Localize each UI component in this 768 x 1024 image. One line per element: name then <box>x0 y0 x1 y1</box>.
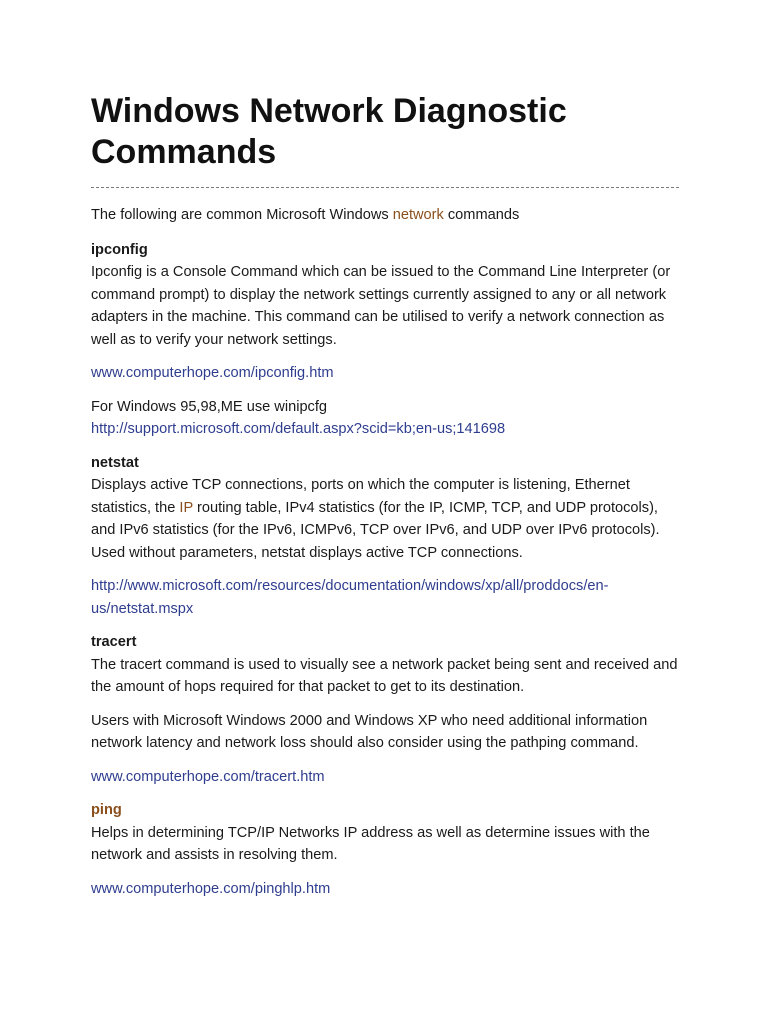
ipconfig-description: Ipconfig is a Console Command which can be issued to the Command Line Interpreter (or command prompt) to display the network settings currently assigned to any or all network adapters in the machine. This command can be utilised to verify a network connection as well as to verify your network settings. <box>91 264 671 348</box>
tracert-link[interactable]: www.computerhope.com/tracert.htm <box>91 768 325 785</box>
winipcfg-link[interactable]: http://support.microsoft.com/default.aspx?scid=kb;en-us;141698 <box>91 421 506 437</box>
ipconfig-link-paragraph <box>91 362 681 385</box>
ipconfig-link[interactable]: www.computerhope.com/ipconfig.htm <box>91 365 334 381</box>
tracert-link-paragraph <box>91 766 681 789</box>
winipcfg-note: For Windows 95,98,ME use winipcfg <box>91 398 328 415</box>
network-link[interactable]: network <box>392 207 444 223</box>
intro-text-after: commands <box>443 207 520 223</box>
ip-link[interactable]: IP <box>179 499 193 516</box>
netstat-description <box>91 474 681 564</box>
netstat-text-before: Displays active TCP connections, ports on which the computer is listening, Ethernet statistics, the <box>91 477 630 516</box>
page-title: Windows Network Diagnostic Commands <box>91 92 567 171</box>
tracert-heading: tracert <box>91 634 137 650</box>
netstat-heading: netstat <box>91 454 139 471</box>
ipconfig-heading: ipconfig <box>91 241 148 258</box>
tracert-pathping-note: Users with Microsoft Windows 2000 and Windows XP who need additional information network latency and network loss should also consider using the pathping command. <box>91 712 648 751</box>
intro-text-before: The following are common Microsoft Windows <box>91 207 393 223</box>
ping-heading[interactable]: ping <box>91 802 122 818</box>
tracert-description: The tracert command is used to visually see a network packet being sent and received and the amount of hops required for that packet to get to its destination. <box>91 656 678 695</box>
ping-link[interactable]: www.computerhope.com/pinghlp.htm <box>91 880 331 897</box>
title-divider <box>91 187 679 188</box>
winipcfg-link-paragraph <box>91 418 681 441</box>
ping-link-paragraph <box>91 878 681 901</box>
ping-description: Helps in determining TCP/IP Networks IP address as well as determine issues with the network and assists in resolving them. <box>91 824 650 863</box>
netstat-link[interactable]: http://www.microsoft.com/resources/documentation/windows/xp/all/proddocs/en-us/netstat.mspx <box>91 578 609 617</box>
netstat-link-paragraph <box>91 575 681 620</box>
netstat-text-after: routing table, IPv4 statistics (for the IP, ICMP, TCP, and UDP protocols), and IPv6 statistics (for the IPv6, ICMPv6, TCP over IPv6, and UDP over IPv6 protocols). Used without parameters, netstat displays active TCP connections. <box>91 499 660 561</box>
intro-paragraph <box>91 204 681 227</box>
